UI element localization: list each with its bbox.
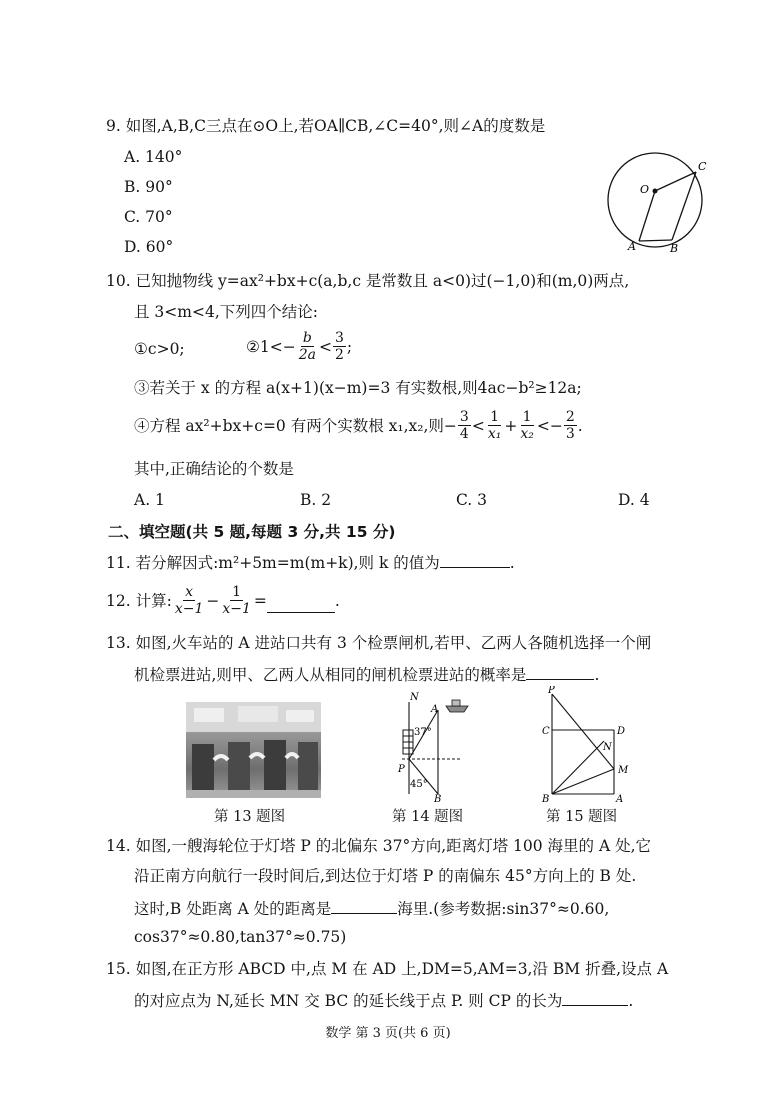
q9-option-a: A. 140° — [124, 148, 183, 166]
q14-answer-blank[interactable] — [331, 897, 397, 914]
q10-c2-num-b: b — [302, 330, 312, 346]
q12-end: . — [334, 591, 340, 610]
q13-line2-text: 机检票进站,则甲、乙两人从相同的闸机检票进站的概率是 — [134, 666, 527, 684]
q12-num-x: x — [185, 584, 194, 600]
q15-line2-text: 的对应点为 N,延长 MN 交 BC 的延长线于点 P. 则 CP 的长为 — [134, 992, 563, 1010]
q10-c2-frac-3-2 — [333, 330, 346, 363]
q15-line2 — [134, 989, 633, 1011]
q10-c4-num-1b: 1 — [522, 409, 532, 425]
figure-13-caption: 第 13 题图 — [214, 809, 286, 825]
q10-option-d: D. 4 — [618, 491, 650, 509]
q9-label-b: B — [670, 242, 679, 255]
q10-option-c: C. 3 — [456, 491, 488, 509]
q10-conclusion-4 — [134, 409, 583, 442]
q10-option-b: B. 2 — [300, 491, 332, 509]
section-title-fill-in: 二、填空题(共 5 题,每题 3 分,共 15 分) — [108, 523, 396, 541]
q14-line2: 沿正南方向航行一段时间后,到达位于灯塔 P 的南偏东 45°方向上的 B 处. — [134, 867, 637, 885]
q12 — [106, 584, 340, 617]
q9-option-d: D. 60° — [124, 238, 174, 256]
q10-c4-pre: ④方程 ax²+bx+c=0 有两个实数根 x₁,x₂,则− — [134, 416, 457, 435]
q12-den-a: x−1 — [174, 601, 204, 617]
ticket-gate-photo — [186, 702, 321, 798]
q12-num-1: 1 — [232, 584, 242, 600]
q10-c4-lt1: < — [471, 416, 485, 435]
q10-c4-den-4: 4 — [459, 426, 469, 442]
q10-c4-num-2: 2 — [565, 409, 575, 425]
q10-c4-lt2: <− — [536, 416, 563, 435]
q15-end: . — [628, 992, 634, 1010]
q13-answer-blank[interactable] — [526, 663, 594, 680]
f14-label-p: P — [398, 764, 405, 775]
f15-label-c: C — [542, 726, 550, 737]
q10-c4-num-3: 3 — [459, 409, 469, 425]
q11 — [106, 551, 515, 573]
f15-label-d: D — [617, 726, 626, 737]
q10-line1: 10. 已知抛物线 y=ax²+bx+c(a,b,c 是常数且 a<0)过(−1,0)和(m,0)两点, — [106, 272, 630, 290]
q9-label-c: C — [698, 160, 707, 173]
q10-c4-plus: + — [504, 416, 518, 435]
q9-label-o: O — [640, 183, 650, 196]
figure-14-caption: 第 14 题图 — [392, 809, 464, 825]
q13-line2 — [134, 663, 599, 685]
f14-label-b: B — [434, 794, 442, 802]
q15-line1: 15. 如图,在正方形 ABCD 中,点 M 在 AD 上,DM=5,AM=3,沿 BM 折叠,设点 A — [106, 960, 669, 978]
q15-answer-blank[interactable] — [562, 989, 628, 1006]
q10-line2: 且 3<m<4,下列四个结论: — [134, 303, 318, 321]
q12-minus: − — [206, 591, 220, 610]
q10-c4-frac-3-4 — [458, 409, 471, 442]
f14-angle-45: 45° — [410, 779, 428, 790]
q14-line3-post: 海里.(参考数据:sin37°≈0.60, — [397, 900, 610, 918]
q10-c4-num-1a: 1 — [490, 409, 500, 425]
ticket-gate-illustration — [186, 702, 321, 798]
f14-angle-37: 37° — [414, 727, 432, 738]
f15-label-b: B — [542, 794, 550, 804]
q10-c2-pre: ②1<− — [246, 337, 296, 356]
f15-label-p: P — [548, 686, 555, 696]
q14-line4: cos37°≈0.80,tan37°≈0.75) — [134, 928, 347, 946]
q14-line3 — [134, 897, 609, 919]
q12-answer-blank[interactable] — [267, 596, 335, 613]
figure-15-caption: 第 15 题图 — [546, 809, 618, 825]
q10-c4-den-3: 3 — [565, 426, 575, 442]
q9-label-a: A — [628, 240, 636, 253]
figure-14-diagram — [388, 690, 478, 802]
q10-conclusion-3: ③若关于 x 的方程 a(x+1)(x−m)=3 有实数根,则4ac−b²≥12a; — [134, 379, 582, 397]
q12-den-b: x−1 — [222, 601, 251, 617]
q11-end: . — [509, 554, 515, 572]
f15-label-m: M — [618, 765, 629, 776]
q12-pre: 12. 计算: — [106, 591, 172, 610]
q10-conclusion-2 — [246, 330, 352, 363]
q12-eq: = — [253, 591, 267, 610]
q10-c2-den-2: 2 — [335, 347, 344, 363]
f15-label-n: N — [603, 742, 612, 753]
q12-frac-1 — [220, 584, 253, 617]
q9-option-b: B. 90° — [124, 178, 173, 196]
q10-c2-frac-b-2a — [297, 330, 318, 363]
q10-c4-end: . — [577, 416, 583, 435]
q11-text: 11. 若分解因式:m²+5m=m(m+k),则 k 的值为 — [106, 554, 440, 572]
q14-line1: 14. 如图,一艘海轮位于灯塔 P 的北偏东 37°方向,距离灯塔 100 海里的 A 处,它 — [106, 837, 652, 855]
figure-15-diagram — [538, 686, 633, 804]
q10-c2-den-2a: 2a — [298, 347, 316, 363]
q10-c4-den-x1: x₁ — [487, 426, 502, 442]
q13-line1: 13. 如图,火车站的 A 进站口共有 3 个检票闸机,若甲、乙两人各随机选择一个闸 — [106, 634, 652, 652]
q10-c4-frac-2-3 — [564, 409, 577, 442]
q10-c2-post: ; — [346, 337, 353, 356]
q9-circle-figure — [600, 146, 720, 256]
q10-conclusion-1: ①c>0; — [134, 340, 185, 358]
q10-ask: 其中,正确结论的个数是 — [134, 460, 294, 478]
q10-c4-den-x2: x₂ — [520, 426, 534, 442]
q10-c4-frac-1-x1 — [486, 409, 504, 442]
q12-frac-x — [173, 584, 206, 617]
q9-option-c: C. 70° — [124, 208, 173, 226]
q11-answer-blank[interactable] — [440, 551, 510, 568]
f14-label-a: A — [431, 704, 439, 715]
f14-label-n: N — [410, 692, 419, 703]
q10-c2-num-3: 3 — [335, 330, 344, 346]
q10-c4-frac-1-x2 — [518, 409, 536, 442]
q13-end: . — [594, 666, 600, 684]
q9-stem: 9. 如图,A,B,C三点在⊙O上,若OA∥CB,∠C=40°,则∠A的度数是 — [106, 117, 546, 135]
page-footer: 数学 第 3 页(共 6 页) — [325, 1026, 451, 1041]
q14-line3-pre: 这时,B 处距离 A 处的距离是 — [134, 900, 332, 918]
q10-c2-lt: < — [319, 337, 332, 356]
q10-option-a: A. 1 — [134, 491, 165, 509]
f15-label-a: A — [616, 794, 624, 804]
